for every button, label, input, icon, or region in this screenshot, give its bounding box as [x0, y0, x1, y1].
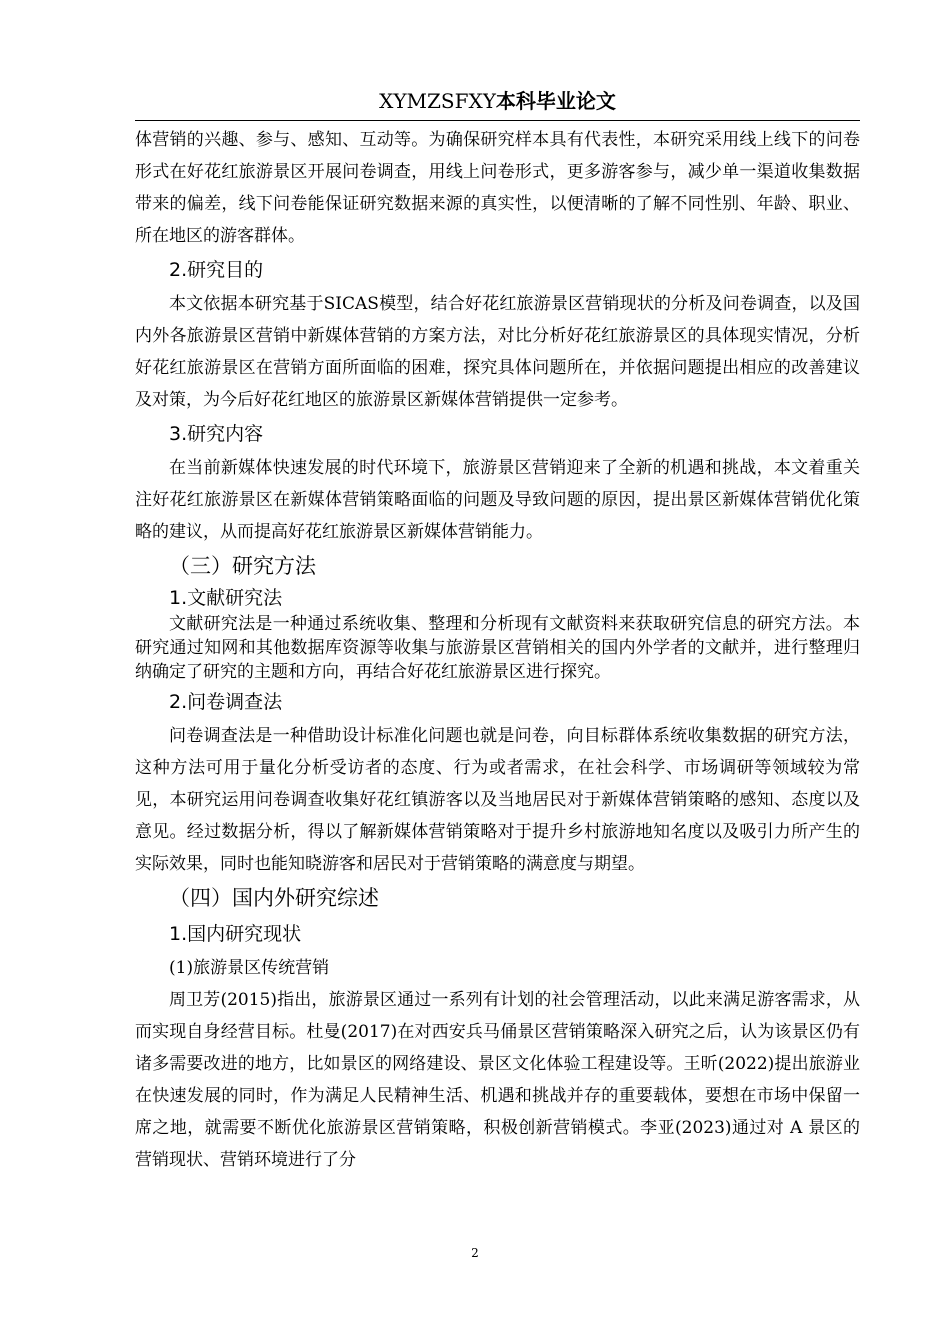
paragraph-domestic-status: 周卫芳(2015)指出，旅游景区通过一系列有计划的社会管理活动，以此来满足游客需求，从而实现自身经营目标。杜曼(2017)在对西安兵马俑景区营销策略深入研究之后，认为该景区仍有诸多需要改进的地方，比如景区的网络建设、景区文化体验工程建设等。王昕(2022)提出旅游业在快速发展的同时，作为满足人民精神生活、机遇和挑战并存的重要载体，要想在市场中保留一席之地，就需要不断优化旅游景区营销策略，积极创新营销模式。李亚(2023)通过对 A 景区的营销现状、营销环境进行了分 — [135, 990, 860, 1170]
paragraph-literature-method: 文献研究法是一种通过系统收集、整理和分析现有文献资料来获取研究信息的研究方法。本研究通过知网和其他数据库资源等收集与旅游景区营销相关的国内外学者的文献并，进行整理归纳确定了研究的主题和方向，再结合好花红旅游景区进行探究。 — [135, 614, 860, 682]
heading-research-content: 3.研究内容 — [169, 423, 264, 445]
paragraph-research-content: 在当前新媒体快速发展的时代环境下，旅游景区营销迎来了全新的机遇和挑战，本文着重关注好花红旅游景区在新媒体营销策略面临的问题及导致问题的原因，提出景区新媒体营销优化策略的建议，从而提高好花红旅游景区新媒体营销能力。 — [135, 458, 860, 542]
section-heading-methods: （三）研究方法 — [169, 554, 316, 578]
running-header — [135, 82, 860, 121]
paragraph-research-goal: 本文依据本研究基于SICAS模型，结合好花红旅游景区营销现状的分析及问卷调查，以及国内外各旅游景区营销中新媒体营销的方案方法，对比分析好花红旅游景区的具体现实情况，分析好花红旅游景区在营销方面所面临的困难，探究具体问题所在，并依据问题提出相应的改善建议及对策，为今后好花红地区的旅游景区新媒体营销提供一定参考。 — [135, 294, 860, 410]
heading-domestic-status: 1.国内研究现状 — [169, 923, 302, 945]
header-latin: XYMZSFXY — [379, 89, 496, 113]
paragraph-survey-method: 问卷调查法是一种借助设计标准化问题也就是问卷，向目标群体系统收集数据的研究方法，这种方法可用于量化分析受访者的态度、行为或者需求，在社会科学、市场调研等领域较为常见，本研究运用问卷调查收集好花红镇游客以及当地居民对于新媒体营销策略的感知、态度以及意见。经过数据分析，得以了解新媒体营销策略对于提升乡村旅游地知名度以及吸引力所产生的实际效果，同时也能知晓游客和居民对于营销策略的满意度与期望。 — [135, 726, 860, 874]
heading-research-goal: 2.研究目的 — [169, 259, 264, 281]
body-text — [135, 124, 860, 1176]
paragraph-intro: 体营销的兴趣、参与、感知、互动等。为确保研究样本具有代表性，本研究采用线上线下的问卷形式在好花红旅游景区开展问卷调查，用线上问卷形式，更多游客参与，减少单一渠道收集数据带来的偏差，线下问卷能保证研究数据来源的真实性，以便清晰的了解不同性别、年龄、职业、所在地区的游客群体。 — [135, 130, 860, 246]
heading-literature-method: 1.文献研究法 — [169, 587, 283, 609]
page-number: 2 — [471, 1246, 479, 1260]
heading-survey-method: 2.问卷调查法 — [169, 691, 283, 713]
header-title: 本科毕业论文 — [495, 89, 616, 113]
section-heading-review: （四）国内外研究综述 — [169, 886, 379, 910]
label-traditional-marketing: (1)旅游景区传统营销 — [169, 958, 330, 978]
